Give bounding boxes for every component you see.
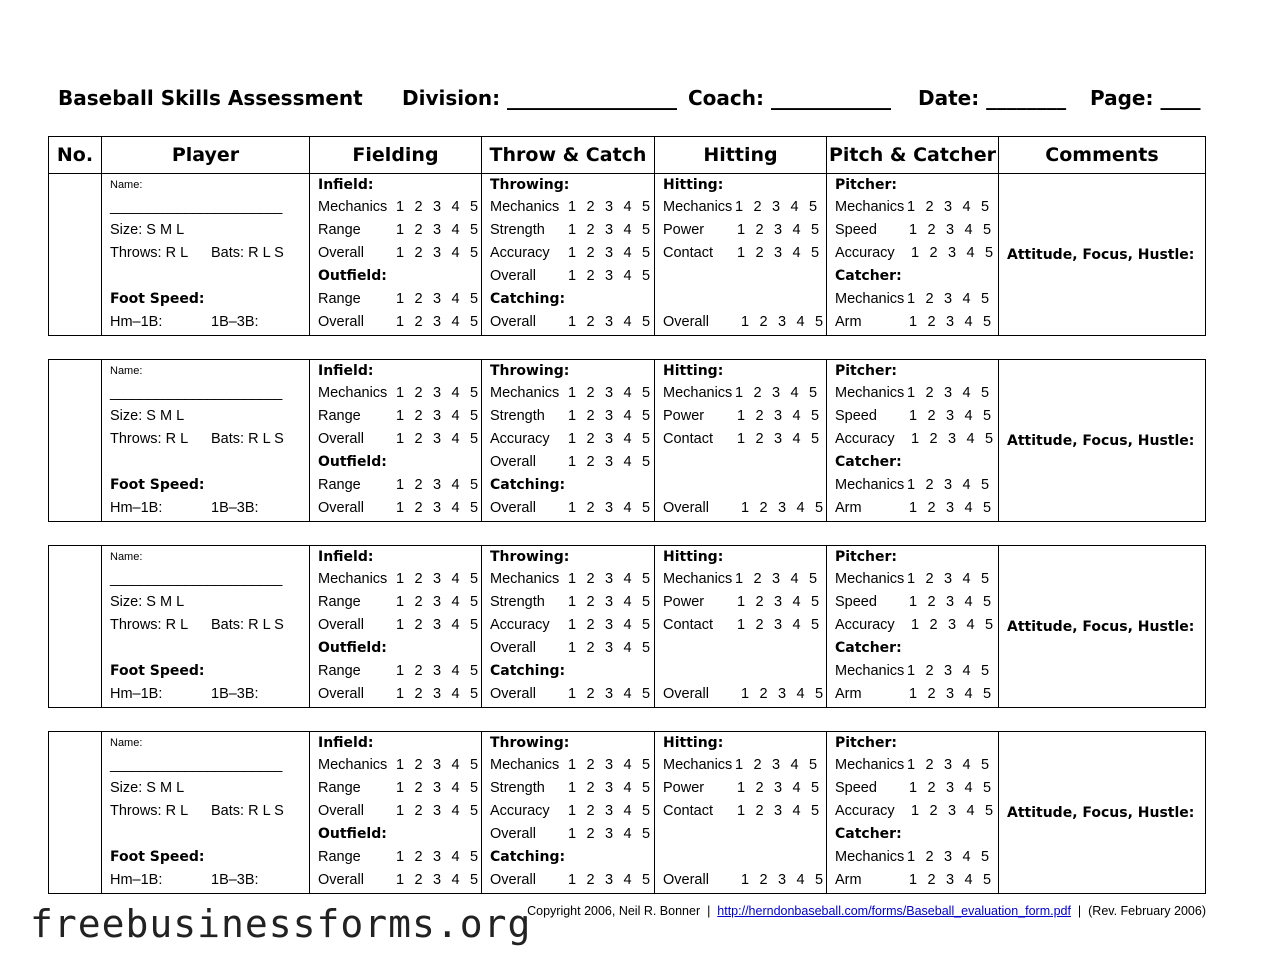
rating-scale[interactable]: 1 2 3 4 5 — [568, 872, 654, 888]
pitcher-accuracy-label: Accuracy — [835, 617, 895, 633]
name-input-line[interactable]: _______________________ — [110, 757, 282, 773]
1b-3b-label[interactable]: 1B–3B: — [211, 314, 259, 330]
bats-options[interactable]: Bats: R L S — [211, 803, 284, 819]
rating-scale[interactable]: 1 2 3 4 5 — [907, 199, 993, 215]
form-url-link[interactable]: http://herndonbaseball.com/forms/Baseball_evaluation_form.pdf — [717, 904, 1071, 918]
name-label: Name: — [110, 551, 143, 563]
rating-scale[interactable]: 1 2 3 4 5 — [568, 222, 654, 238]
outfield-overall-label: Overall — [318, 872, 364, 888]
rating-scale[interactable]: 1 2 3 4 5 — [911, 431, 997, 447]
throw-catch-cell — [481, 174, 654, 335]
hitting-cell — [654, 546, 826, 707]
rating-scale[interactable]: 1 2 3 4 5 — [396, 594, 482, 610]
pitcher-speed-label: Speed — [835, 594, 877, 610]
infield-mechanics-label: Mechanics — [318, 571, 388, 587]
size-options[interactable]: Size: S M L — [110, 594, 185, 610]
rating-scale[interactable]: 1 2 3 4 5 — [737, 431, 823, 447]
rating-scale[interactable]: 1 2 3 4 5 — [568, 803, 654, 819]
outfield-range-label: Range — [318, 849, 361, 865]
hitting-contact-label: Contact — [663, 617, 713, 633]
outfield-label: Outfield: — [318, 268, 387, 284]
hm-1b-label[interactable]: Hm–1B: — [110, 500, 163, 516]
throwing-strength-label: Strength — [490, 780, 545, 796]
throwing-accuracy-label: Accuracy — [490, 245, 550, 261]
throwing-label: Throwing: — [490, 177, 570, 193]
rating-scale[interactable]: 1 2 3 4 5 — [735, 199, 821, 215]
pitcher-accuracy-label: Accuracy — [835, 803, 895, 819]
pitch-catcher-cell — [826, 546, 998, 707]
catching-overall-label: Overall — [490, 314, 536, 330]
catching-label: Catching: — [490, 291, 566, 307]
hm-1b-label[interactable]: Hm–1B: — [110, 872, 163, 888]
rating-scale[interactable]: 1 2 3 4 5 — [568, 199, 654, 215]
number-cell[interactable] — [49, 546, 101, 707]
rating-scale[interactable]: 1 2 3 4 5 — [907, 291, 993, 307]
rating-scale[interactable]: 1 2 3 4 5 — [396, 663, 482, 679]
rating-scale[interactable]: 1 2 3 4 5 — [909, 872, 995, 888]
hm-1b-label[interactable]: Hm–1B: — [110, 686, 163, 702]
player-block — [48, 731, 1206, 894]
rating-scale[interactable]: 1 2 3 4 5 — [396, 222, 482, 238]
rating-scale[interactable]: 1 2 3 4 5 — [735, 757, 821, 773]
rating-scale[interactable]: 1 2 3 4 5 — [568, 245, 654, 261]
catcher-mechanics-label: Mechanics — [835, 477, 905, 493]
rating-scale[interactable]: 1 2 3 4 5 — [909, 686, 995, 702]
rating-scale[interactable]: 1 2 3 4 5 — [568, 686, 654, 702]
throws-options[interactable]: Throws: R L — [110, 617, 189, 633]
pitcher-label: Pitcher: — [835, 363, 898, 379]
infield-overall-label: Overall — [318, 803, 364, 819]
catcher-label: Catcher: — [835, 454, 902, 470]
rating-scale[interactable]: 1 2 3 4 5 — [907, 849, 993, 865]
rating-scale[interactable]: 1 2 3 4 5 — [568, 640, 654, 656]
rating-scale[interactable]: 1 2 3 4 5 — [396, 291, 482, 307]
catcher-mechanics-label: Mechanics — [835, 291, 905, 307]
infield-overall-label: Overall — [318, 431, 364, 447]
size-options[interactable]: Size: S M L — [110, 408, 185, 424]
rating-scale[interactable]: 1 2 3 4 5 — [396, 314, 482, 330]
throw-catch-cell — [481, 360, 654, 521]
throwing-accuracy-label: Accuracy — [490, 803, 550, 819]
outfield-range-label: Range — [318, 663, 361, 679]
hitting-label: Hitting: — [663, 735, 724, 751]
rating-scale[interactable]: 1 2 3 4 5 — [909, 594, 995, 610]
rating-scale[interactable]: 1 2 3 4 5 — [737, 245, 823, 261]
catching-overall-label: Overall — [490, 872, 536, 888]
rating-scale[interactable]: 1 2 3 4 5 — [907, 571, 993, 587]
pitcher-mechanics-label: Mechanics — [835, 571, 905, 587]
throwing-mechanics-label: Mechanics — [490, 757, 560, 773]
pitcher-accuracy-label: Accuracy — [835, 431, 895, 447]
rating-scale[interactable]: 1 2 3 4 5 — [568, 757, 654, 773]
hitting-mechanics-label: Mechanics — [663, 199, 733, 215]
rating-scale[interactable]: 1 2 3 4 5 — [396, 408, 482, 424]
catcher-arm-label: Arm — [835, 872, 862, 888]
rating-scale[interactable]: 1 2 3 4 5 — [911, 245, 997, 261]
rating-scale[interactable]: 1 2 3 4 5 — [396, 199, 482, 215]
hitting-label: Hitting: — [663, 549, 724, 565]
catching-label: Catching: — [490, 849, 566, 865]
outfield-label: Outfield: — [318, 640, 387, 656]
fielding-cell — [309, 174, 481, 335]
outfield-range-label: Range — [318, 291, 361, 307]
pitcher-accuracy-label: Accuracy — [835, 245, 895, 261]
rating-scale[interactable]: 1 2 3 4 5 — [911, 803, 997, 819]
throws-options[interactable]: Throws: R L — [110, 431, 189, 447]
rating-scale[interactable]: 1 2 3 4 5 — [396, 780, 482, 796]
hitting-label: Hitting: — [663, 363, 724, 379]
pitcher-label: Pitcher: — [835, 177, 898, 193]
rating-scale[interactable]: 1 2 3 4 5 — [568, 826, 654, 842]
name-input-line[interactable]: _______________________ — [110, 571, 282, 587]
rating-scale[interactable]: 1 2 3 4 5 — [396, 500, 482, 516]
hitting-cell — [654, 360, 826, 521]
fielding-cell — [309, 732, 481, 893]
rating-scale[interactable]: 1 2 3 4 5 — [568, 431, 654, 447]
throwing-mechanics-label: Mechanics — [490, 571, 560, 587]
hitting-label: Hitting: — [663, 177, 724, 193]
throwing-label: Throwing: — [490, 735, 570, 751]
number-cell[interactable] — [49, 360, 101, 521]
size-options[interactable]: Size: S M L — [110, 222, 185, 238]
hm-1b-label[interactable]: Hm–1B: — [110, 314, 163, 330]
rating-scale[interactable]: 1 2 3 4 5 — [396, 803, 482, 819]
hitting-power-label: Power — [663, 222, 705, 238]
throw-catch-cell — [481, 546, 654, 707]
rating-scale[interactable]: 1 2 3 4 5 — [396, 477, 482, 493]
rating-scale[interactable]: 1 2 3 4 5 — [396, 571, 482, 587]
throwing-accuracy-label: Accuracy — [490, 617, 550, 633]
rating-scale[interactable]: 1 2 3 4 5 — [568, 594, 654, 610]
rating-scale[interactable]: 1 2 3 4 5 — [396, 849, 482, 865]
outfield-overall-label: Overall — [318, 686, 364, 702]
rating-scale[interactable]: 1 2 3 4 5 — [396, 431, 482, 447]
column-header-row — [48, 136, 1206, 174]
foot-speed-label: Foot Speed: — [110, 663, 205, 679]
column-header-fielding: Fielding — [309, 137, 481, 173]
name-label: Name: — [110, 365, 143, 377]
catching-overall-label: Overall — [490, 686, 536, 702]
1b-3b-label[interactable]: 1B–3B: — [211, 500, 259, 516]
throws-options[interactable]: Throws: R L — [110, 245, 189, 261]
rating-scale[interactable]: 1 2 3 4 5 — [909, 314, 995, 330]
player-cell — [101, 360, 309, 521]
rating-scale[interactable]: 1 2 3 4 5 — [568, 385, 654, 401]
outfield-label: Outfield: — [318, 454, 387, 470]
infield-mechanics-label: Mechanics — [318, 757, 388, 773]
infield-mechanics-label: Mechanics — [318, 199, 388, 215]
infield-label: Infield: — [318, 177, 374, 193]
rating-scale[interactable]: 1 2 3 4 5 — [909, 500, 995, 516]
foot-speed-label: Foot Speed: — [110, 477, 205, 493]
pitch-catcher-cell — [826, 360, 998, 521]
column-header-pitch-catcher: Pitch & Catcher — [826, 137, 998, 173]
bats-options[interactable]: Bats: R L S — [211, 431, 284, 447]
player-block — [48, 545, 1206, 708]
pitcher-speed-label: Speed — [835, 780, 877, 796]
rating-scale[interactable]: 1 2 3 4 5 — [737, 617, 823, 633]
rating-scale[interactable]: 1 2 3 4 5 — [568, 408, 654, 424]
hitting-cell — [654, 174, 826, 335]
throwing-label: Throwing: — [490, 549, 570, 565]
outfield-label: Outfield: — [318, 826, 387, 842]
infield-label: Infield: — [318, 363, 374, 379]
pitcher-mechanics-label: Mechanics — [835, 199, 905, 215]
throwing-strength-label: Strength — [490, 594, 545, 610]
catching-label: Catching: — [490, 477, 566, 493]
name-input-line[interactable]: _______________________ — [110, 385, 282, 401]
infield-label: Infield: — [318, 549, 374, 565]
rating-scale[interactable]: 1 2 3 4 5 — [907, 385, 993, 401]
footer — [527, 904, 1206, 918]
rating-scale[interactable]: 1 2 3 4 5 — [568, 780, 654, 796]
pitcher-label: Pitcher: — [835, 549, 898, 565]
column-header-hitting: Hitting — [654, 137, 826, 173]
comments-cell[interactable]: Attitude, Focus, Hustle: — [998, 732, 1205, 893]
name-label: Name: — [110, 737, 143, 749]
bats-options[interactable]: Bats: R L S — [211, 617, 284, 633]
hitting-power-label: Power — [663, 594, 705, 610]
rating-scale[interactable]: 1 2 3 4 5 — [735, 385, 821, 401]
coach-field[interactable]: Coach: ____________ — [688, 86, 891, 110]
rating-scale[interactable]: 1 2 3 4 5 — [396, 757, 482, 773]
throwing-label: Throwing: — [490, 363, 570, 379]
hitting-overall-label: Overall — [663, 872, 709, 888]
column-header-comments: Comments — [998, 137, 1205, 173]
number-cell[interactable] — [49, 732, 101, 893]
throw-catch-cell — [481, 732, 654, 893]
size-options[interactable]: Size: S M L — [110, 780, 185, 796]
1b-3b-label[interactable]: 1B–3B: — [211, 686, 259, 702]
name-label: Name: — [110, 179, 143, 191]
catcher-arm-label: Arm — [835, 314, 862, 330]
pitch-catcher-cell — [826, 174, 998, 335]
division-field[interactable]: Division: _________________ — [402, 86, 678, 110]
rating-scale[interactable]: 1 2 3 4 5 — [909, 780, 995, 796]
rating-scale[interactable]: 1 2 3 4 5 — [907, 477, 993, 493]
hitting-mechanics-label: Mechanics — [663, 385, 733, 401]
infield-overall-label: Overall — [318, 617, 364, 633]
hitting-power-label: Power — [663, 408, 705, 424]
player-cell — [101, 174, 309, 335]
rating-scale[interactable]: 1 2 3 4 5 — [741, 872, 827, 888]
fielding-cell — [309, 360, 481, 521]
foot-speed-label: Foot Speed: — [110, 849, 205, 865]
catcher-arm-label: Arm — [835, 500, 862, 516]
catcher-label: Catcher: — [835, 826, 902, 842]
pitcher-label: Pitcher: — [835, 735, 898, 751]
throwing-mechanics-label: Mechanics — [490, 199, 560, 215]
hitting-contact-label: Contact — [663, 803, 713, 819]
rating-scale[interactable]: 1 2 3 4 5 — [396, 617, 482, 633]
throwing-strength-label: Strength — [490, 408, 545, 424]
throwing-strength-label: Strength — [490, 222, 545, 238]
separator: | — [707, 904, 711, 918]
hitting-overall-label: Overall — [663, 500, 709, 516]
hitting-overall-label: Overall — [663, 686, 709, 702]
infield-mechanics-label: Mechanics — [318, 385, 388, 401]
infield-range-label: Range — [318, 408, 361, 424]
1b-3b-label[interactable]: 1B–3B: — [211, 872, 259, 888]
column-header-no: No. — [56, 144, 94, 166]
rating-scale[interactable]: 1 2 3 4 5 — [737, 780, 823, 796]
throwing-overall-label: Overall — [490, 826, 536, 842]
rating-scale[interactable]: 1 2 3 4 5 — [568, 454, 654, 470]
hitting-contact-label: Contact — [663, 245, 713, 261]
catcher-label: Catcher: — [835, 268, 902, 284]
catcher-arm-label: Arm — [835, 686, 862, 702]
throwing-overall-label: Overall — [490, 268, 536, 284]
page-field[interactable]: Page: ____ — [1090, 86, 1201, 110]
player-cell — [101, 546, 309, 707]
rating-scale[interactable]: 1 2 3 4 5 — [737, 594, 823, 610]
rating-scale[interactable]: 1 2 3 4 5 — [568, 617, 654, 633]
bats-options[interactable]: Bats: R L S — [211, 245, 284, 261]
outfield-overall-label: Overall — [318, 500, 364, 516]
rating-scale[interactable]: 1 2 3 4 5 — [735, 571, 821, 587]
rating-scale[interactable]: 1 2 3 4 5 — [568, 314, 654, 330]
outfield-range-label: Range — [318, 477, 361, 493]
rating-scale[interactable]: 1 2 3 4 5 — [737, 222, 823, 238]
throwing-overall-label: Overall — [490, 640, 536, 656]
comments-cell[interactable]: Attitude, Focus, Hustle: — [998, 174, 1205, 335]
infield-label: Infield: — [318, 735, 374, 751]
rating-scale[interactable]: 1 2 3 4 5 — [909, 408, 995, 424]
hitting-mechanics-label: Mechanics — [663, 571, 733, 587]
comments-cell[interactable]: Attitude, Focus, Hustle: — [998, 546, 1205, 707]
rating-scale[interactable]: 1 2 3 4 5 — [396, 686, 482, 702]
rating-scale[interactable]: 1 2 3 4 5 — [907, 663, 993, 679]
catcher-label: Catcher: — [835, 640, 902, 656]
fielding-cell — [309, 546, 481, 707]
rating-scale[interactable]: 1 2 3 4 5 — [568, 268, 654, 284]
rating-scale[interactable]: 1 2 3 4 5 — [396, 245, 482, 261]
player-cell — [101, 732, 309, 893]
hitting-mechanics-label: Mechanics — [663, 757, 733, 773]
comments-cell[interactable]: Attitude, Focus, Hustle: — [998, 360, 1205, 521]
pitcher-speed-label: Speed — [835, 408, 877, 424]
hitting-overall-label: Overall — [663, 314, 709, 330]
player-block — [48, 359, 1206, 522]
foot-speed-label: Foot Speed: — [110, 291, 205, 307]
hitting-cell — [654, 732, 826, 893]
rating-scale[interactable]: 1 2 3 4 5 — [911, 617, 997, 633]
rating-scale[interactable]: 1 2 3 4 5 — [907, 757, 993, 773]
infield-range-label: Range — [318, 780, 361, 796]
catching-label: Catching: — [490, 663, 566, 679]
revision-text: (Rev. February 2006) — [1088, 904, 1206, 918]
pitcher-mechanics-label: Mechanics — [835, 757, 905, 773]
infield-range-label: Range — [318, 594, 361, 610]
hitting-power-label: Power — [663, 780, 705, 796]
pitcher-mechanics-label: Mechanics — [835, 385, 905, 401]
outfield-overall-label: Overall — [318, 314, 364, 330]
rating-scale[interactable]: 1 2 3 4 5 — [737, 803, 823, 819]
catching-overall-label: Overall — [490, 500, 536, 516]
infield-overall-label: Overall — [318, 245, 364, 261]
player-block — [48, 173, 1206, 336]
throwing-accuracy-label: Accuracy — [490, 431, 550, 447]
pitcher-speed-label: Speed — [835, 222, 877, 238]
pitch-catcher-cell — [826, 732, 998, 893]
separator: | — [1077, 904, 1082, 918]
column-header-throw-catch: Throw & Catch — [481, 137, 654, 173]
catcher-mechanics-label: Mechanics — [835, 663, 905, 679]
date-field[interactable]: Date: ________ — [918, 86, 1067, 110]
rating-scale[interactable]: 1 2 3 4 5 — [909, 222, 995, 238]
copyright-text: Copyright 2006, Neil R. Bonner — [527, 904, 701, 918]
throws-options[interactable]: Throws: R L — [110, 803, 189, 819]
hitting-contact-label: Contact — [663, 431, 713, 447]
number-cell[interactable] — [49, 174, 101, 335]
catcher-mechanics-label: Mechanics — [835, 849, 905, 865]
column-header-player: Player — [101, 137, 309, 173]
rating-scale[interactable]: 1 2 3 4 5 — [737, 408, 823, 424]
name-input-line[interactable]: _______________________ — [110, 199, 282, 215]
throwing-overall-label: Overall — [490, 454, 536, 470]
infield-range-label: Range — [318, 222, 361, 238]
form-title: Baseball Skills Assessment — [58, 86, 363, 110]
rating-scale[interactable]: 1 2 3 4 5 — [396, 872, 482, 888]
rating-scale[interactable]: 1 2 3 4 5 — [741, 686, 827, 702]
rating-scale[interactable]: 1 2 3 4 5 — [741, 314, 827, 330]
watermark: freebusinessforms.org — [30, 902, 532, 946]
throwing-mechanics-label: Mechanics — [490, 385, 560, 401]
rating-scale[interactable]: 1 2 3 4 5 — [568, 571, 654, 587]
rating-scale[interactable]: 1 2 3 4 5 — [568, 500, 654, 516]
rating-scale[interactable]: 1 2 3 4 5 — [741, 500, 827, 516]
rating-scale[interactable]: 1 2 3 4 5 — [396, 385, 482, 401]
